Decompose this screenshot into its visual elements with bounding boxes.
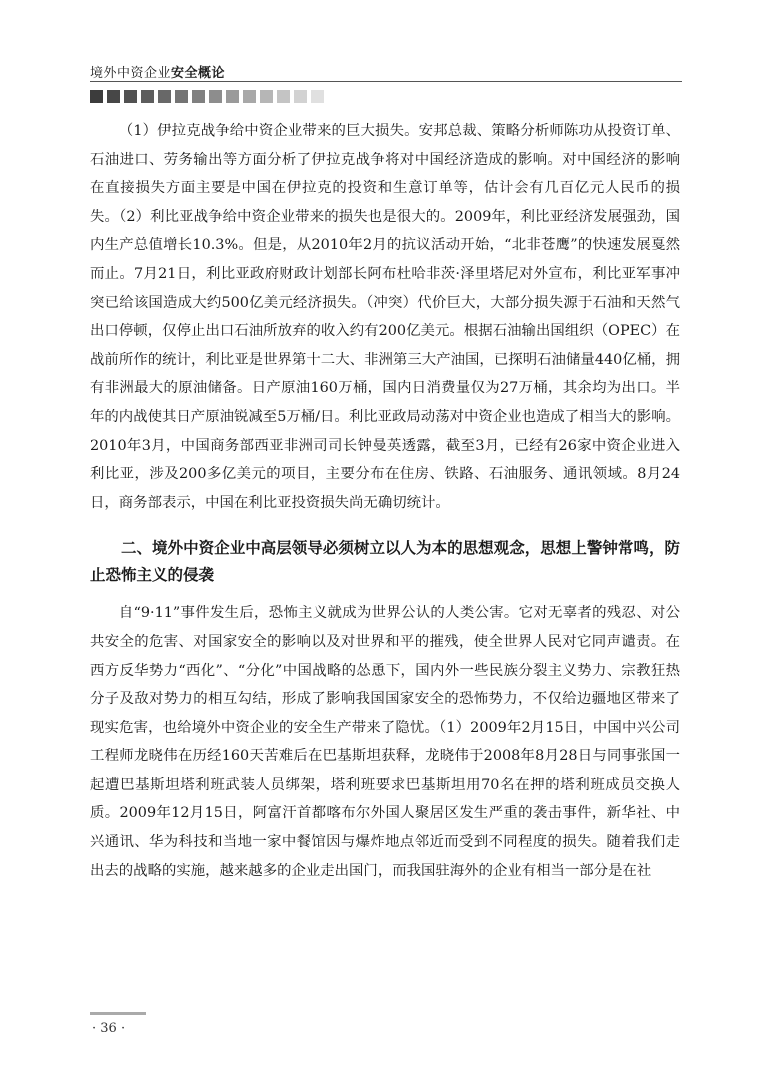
header-square [243, 90, 256, 103]
header-square [175, 90, 188, 103]
header-square [124, 90, 137, 103]
header-square [311, 90, 324, 103]
header-square [158, 90, 171, 103]
footer-divider [90, 1012, 146, 1015]
header-square [260, 90, 273, 103]
header-title-bold: 安全概论 [171, 66, 226, 81]
header-square-ornament [90, 90, 324, 103]
running-header [90, 62, 225, 81]
header-square [90, 90, 103, 103]
header-square [107, 90, 120, 103]
header-square [192, 90, 205, 103]
header-square [226, 90, 239, 103]
page-number: · 36 · [92, 1021, 126, 1036]
section-heading-2: 二、境外中资企业中高层领导必须树立以人为本的思想观念，思想上警钟常鸣，防止恐怖主义的侵袭 [90, 539, 680, 585]
body-paragraph-1: （1）伊拉克战争给中资企业带来的巨大损失。安邦总裁、策略分析师陈功从投资订单、石油进口、劳务输出等方面分析了伊拉克战争将对中国经济造成的影响。对中国经济的影响在直接损失方面主要是中国在伊拉克的投资和生意订单等，估计会有几百亿元人民币的损失。（2）利比亚战争给中资企业带来的损失也是很大的。2009年，利比亚经济发展强劲，国内生产总值增长10.3%。但是，从2010年2月的抗议活动开始，“北非苍鹰”的快速发展戛然而止。7月21日，利比亚政府财政计划部长阿布杜哈非茨·泽里塔尼对外宣布，利比亚军事冲突已给该国造成大约500亿美元经济损失。（冲突）代价巨大，大部分损失源于石油和天然气出口停顿，仅停止出口石油所放弃的收入约有200亿美元。根据石油输出国组织（OPEC）在战前所作的统计，利比亚是世界第十二大、非洲第三大产油国，已探明石油储量440亿桶，拥有非洲最大的原油储备。日产原油160万桶，国内日消费量仅为27万桶，其余均为出口。半年的内战使其日产原油锐减至5万桶/日。利比亚政局动荡对中资企业也造成了相当大的影响。2010年3月，中国商务部西亚非洲司司长钟曼英透露，截至3月，已经有26家中资企业进入利比亚，涉及200多亿美元的项目，主要分布在住房、铁路、石油服务、通讯领域。8月24日，商务部表示，中国在利比亚投资损失尚无确切统计。 [90, 123, 680, 511]
header-square [277, 90, 290, 103]
header-square [141, 90, 154, 103]
header-square [209, 90, 222, 103]
body-paragraph-2: 自“9·11”事件发生后，恐怖主义就成为世界公认的人类公害。它对无辜者的残忍、对公共安全的危害、对国家安全的影响以及对世界和平的摧残，使全世界人民对它同声谴责。在西方反华势力“西化”、“分化”中国战略的怂恿下，国内外一些民族分裂主义势力、宗教狂热分子及敌对势力的相互勾结，形成了影响我国国家安全的恐怖势力，不仅给边疆地区带来了现实危害，也给境外中资企业的安全生产带来了隐忧。（1）2009年2月15日，中国中兴公司工程师龙晓伟在历经160天苦难后在巴基斯坦获释，龙晓伟于2008年8月28日与同事张国一起遭巴基斯坦塔利班武装人员绑架，塔利班要求巴基斯坦用70名在押的塔利班成员交换人质。2009年12月15日，阿富汗首都喀布尔外国人聚居区发生严重的袭击事件，新华社、中兴通讯、华为科技和当地一家中餐馆因与爆炸地点邻近而受到不同程度的损失。随着我们走出去的战略的实施，越来越多的企业走出国门，而我国驻海外的企业有相当一部分是在社 [90, 605, 680, 879]
header-square [294, 90, 307, 103]
header-title-main: 境外中资企业 [90, 66, 172, 81]
header-divider [90, 81, 682, 82]
page-body [90, 117, 680, 885]
